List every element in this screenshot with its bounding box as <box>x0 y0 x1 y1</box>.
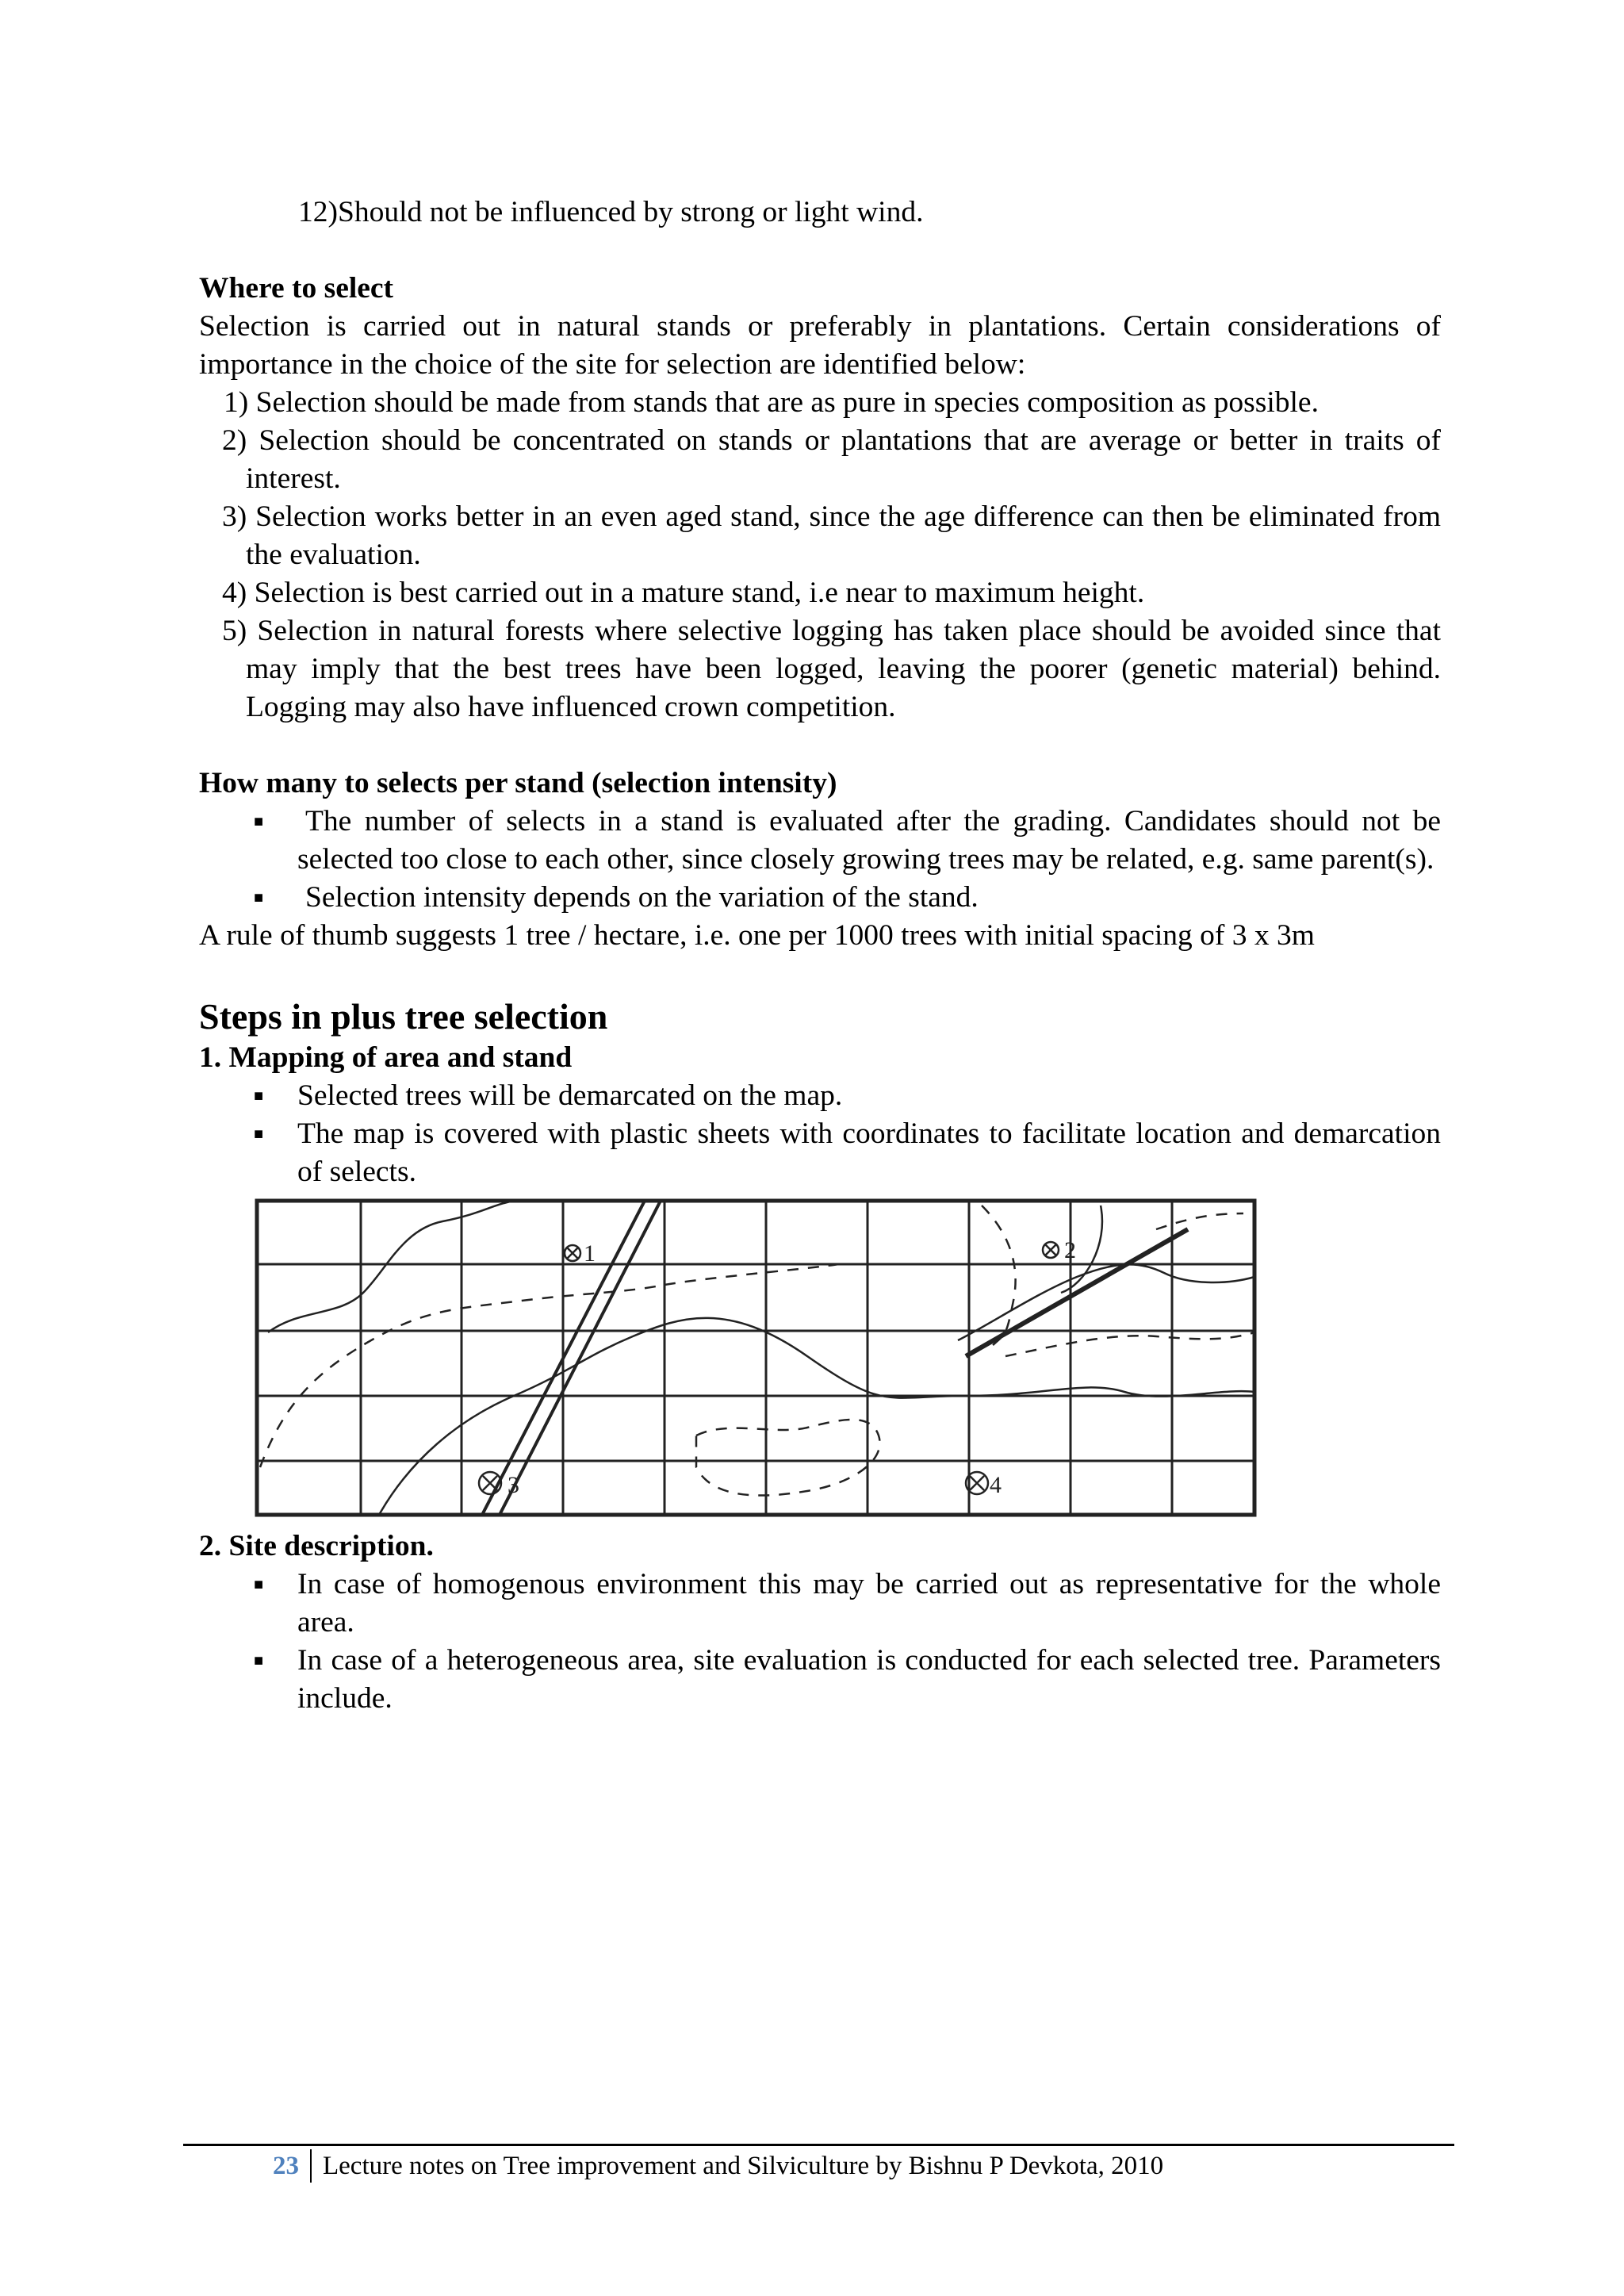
heading-where-to-select: Where to select <box>199 272 394 305</box>
stand-map-figure <box>252 1198 1259 1523</box>
bullet-item <box>199 803 1441 879</box>
page-content <box>199 194 1441 1718</box>
list-item: 4) Selection is best carried out in a mature stand, i.e near to maximum height. <box>222 577 1145 609</box>
footer-divider <box>183 2144 1454 2146</box>
bullet-item <box>199 1566 1441 1642</box>
map-label-1: 1 <box>584 1240 596 1267</box>
bullet-text: Selected trees will be demarcated on the map. <box>297 1079 843 1112</box>
bullet-item <box>199 1077 1441 1115</box>
list-item: 3) Selection works better in an even aged stand, since the age difference can then be eliminated from the evaluation. <box>222 500 1441 571</box>
bullet-square-icon: ■ <box>253 889 264 907</box>
bullet-square-icon: ■ <box>253 1125 264 1143</box>
bullet-item <box>199 1642 1441 1718</box>
bullet-square-icon: ■ <box>253 1087 264 1105</box>
rule-of-thumb: A rule of thumb suggests 1 tree / hectare, i.e. one per 1000 trees with initial spacing of 3 x 3m <box>199 919 1315 952</box>
map-label-4: 4 <box>990 1472 1002 1498</box>
bullet-square-icon: ■ <box>253 1652 264 1669</box>
bullet-item <box>199 879 1441 917</box>
bullet-text: In case of a heterogeneous area, site evaluation is conducted for each selected tree. Parameters include. <box>297 1644 1441 1715</box>
bullet-text: Selection intensity depends on the variation of the stand. <box>305 881 979 914</box>
map-label-2: 2 <box>1064 1237 1076 1263</box>
heading-how-many: How many to selects per stand (selection intensity) <box>199 767 837 799</box>
stand-map-drawing <box>252 1198 1259 1523</box>
list-item: 2) Selection should be concentrated on stands or plantations that are average or better in traits of interest. <box>222 424 1441 495</box>
heading-steps: Steps in plus tree selection <box>199 996 608 1037</box>
footer-text: Lecture notes on Tree improvement and Silviculture by Bishnu P Devkota, 2010 <box>323 2152 1164 2180</box>
bullet-square-icon: ■ <box>253 813 264 830</box>
list-item: 1) Selection should be made from stands that are as pure in species composition as possible. <box>224 386 1319 419</box>
bullet-text: The number of selects in a stand is evaluated after the grading. Candidates should not be selected too close to each other, since closely growing trees may be related, e.g. same parent(s). <box>297 805 1441 876</box>
bullet-text: The map is covered with plastic sheets with coordinates to facilitate location and demarcation of selects. <box>297 1117 1441 1188</box>
list-item: 5) Selection in natural forests where selective logging has taken place should be avoided since that may imply that the best trees have been logged, leaving the poorer (genetic material) behind. Logging may also have influenced crown competition. <box>222 615 1441 723</box>
bullet-square-icon: ■ <box>253 1576 264 1593</box>
list-item-12: 12)Should not be influenced by strong or light wind. <box>298 196 924 228</box>
heading-step-2: 2. Site description. <box>199 1530 434 1562</box>
bullet-text: In case of homogenous environment this may be carried out as representative for the whole area. <box>297 1568 1441 1639</box>
heading-step-1: 1. Mapping of area and stand <box>199 1041 573 1074</box>
where-to-select-intro: Selection is carried out in natural stands or preferably in plantations. Certain considerations of importance in the choice of the site for selection are identified below: <box>199 310 1441 381</box>
bullet-item <box>199 1115 1441 1191</box>
page-footer <box>273 2149 1163 2183</box>
tree-markers <box>479 1242 1059 1494</box>
page-number: 23 <box>273 2149 312 2183</box>
map-label-3: 3 <box>508 1472 519 1498</box>
